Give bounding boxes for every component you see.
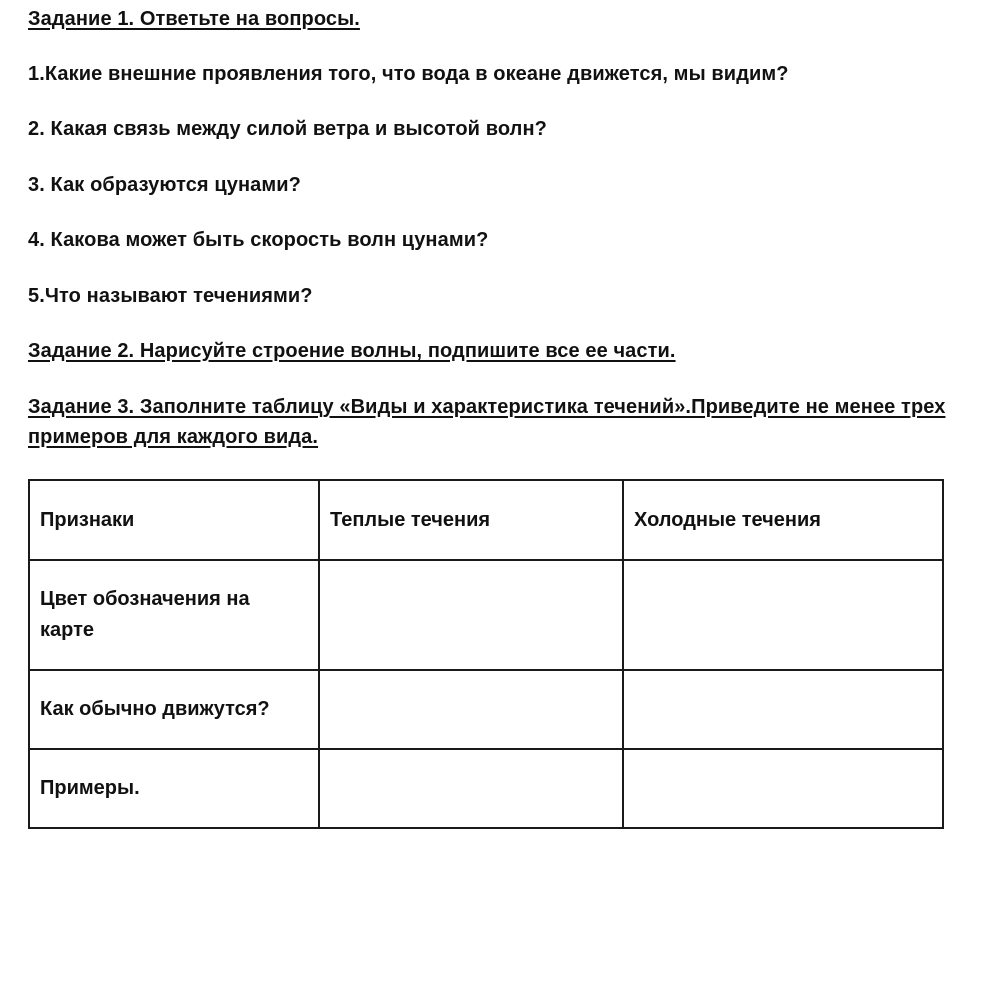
cell-cold-map-color[interactable] (623, 560, 943, 670)
table-row (29, 749, 943, 828)
row-label-examples: Примеры. (29, 749, 319, 828)
question-4: 4. Какова может быть скорость волн цунами? (28, 229, 489, 251)
table-row (29, 560, 943, 670)
row-label-map-color: Цвет обозначения на карте (29, 560, 319, 670)
task1-heading: Задание 1. Ответьте на вопросы. (28, 8, 360, 30)
task3-heading: Задание 3. Заполните таблицу «Виды и характеристика течений».Приведите не менее трех примеров для каждого вида. (28, 396, 946, 448)
question-5: 5.Что называют течениями? (28, 285, 313, 307)
cell-warm-examples[interactable] (319, 749, 623, 828)
table-row (29, 670, 943, 749)
row-label-movement: Как обычно движутся? (29, 670, 319, 749)
task2-heading: Задание 2. Нарисуйте строение волны, подпишите все ее части. (28, 340, 676, 362)
currents-table (28, 479, 944, 829)
header-cell-cold-currents: Холодные течения (623, 480, 943, 560)
cell-warm-movement[interactable] (319, 670, 623, 749)
cell-cold-examples[interactable] (623, 749, 943, 828)
header-cell-features: Признаки (29, 480, 319, 560)
question-1: 1.Какие внешние проявления того, что вода в океане движется, мы видим? (28, 63, 789, 85)
header-cell-warm-currents: Теплые течения (319, 480, 623, 560)
cell-cold-movement[interactable] (623, 670, 943, 749)
question-3: 3. Как образуются цунами? (28, 174, 301, 196)
table-header-row (29, 480, 943, 560)
cell-warm-map-color[interactable] (319, 560, 623, 670)
question-2: 2. Какая связь между силой ветра и высотой волн? (28, 118, 547, 140)
